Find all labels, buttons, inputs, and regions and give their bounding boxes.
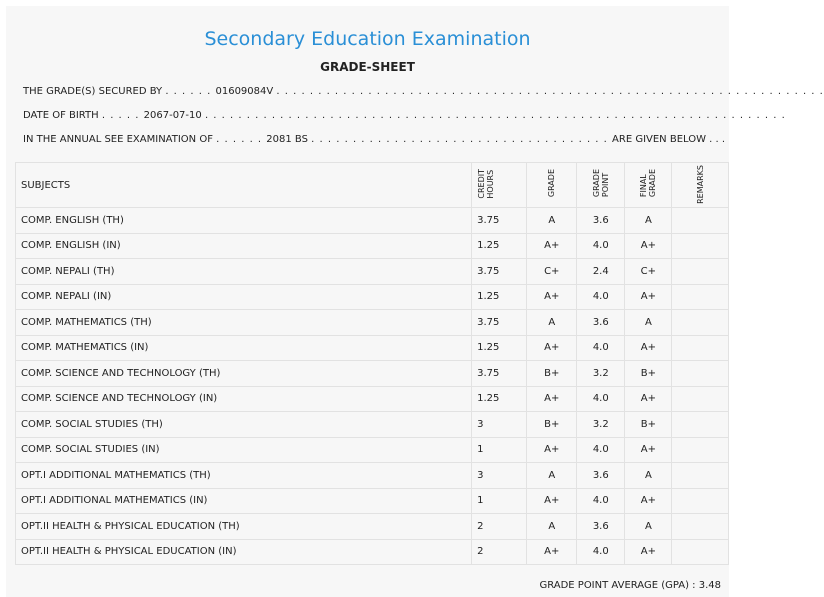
remarks-cell bbox=[672, 233, 729, 259]
header-grade bbox=[527, 163, 577, 208]
credit-hours-cell: 3.75 bbox=[472, 259, 527, 285]
header-text: GRADE bbox=[591, 169, 601, 198]
sheet-title: GRADE-SHEET bbox=[320, 60, 415, 74]
header-text: FINAL bbox=[639, 174, 649, 198]
subject-cell: COMP. NEPALI (IN) bbox=[16, 284, 472, 310]
subject-cell: OPT.I ADDITIONAL MATHEMATICS (IN) bbox=[16, 488, 472, 514]
table-row bbox=[16, 335, 729, 361]
grade-point-cell: 4.0 bbox=[577, 539, 625, 565]
subject-cell: COMP. ENGLISH (TH) bbox=[16, 208, 472, 234]
grade-cell: A+ bbox=[527, 437, 577, 463]
subject-cell: COMP. SOCIAL STUDIES (IN) bbox=[16, 437, 472, 463]
remarks-cell bbox=[672, 437, 729, 463]
table-row bbox=[16, 514, 729, 540]
grades-table bbox=[15, 162, 729, 565]
header-grade-point bbox=[577, 163, 625, 208]
final-grade-cell: A+ bbox=[625, 284, 672, 310]
remarks-cell bbox=[672, 488, 729, 514]
grade-cell: A bbox=[527, 310, 577, 336]
secured-by-line: THE GRADE(S) SECURED BY . . . . . . 01609084V . . . . . . . . . . . . . . . . . . . . . . . . . . . . . . . . . . . . . . . . . . . . . . . . . . . . . . . . . . . . . . . . . . bbox=[23, 86, 824, 97]
credit-hours-cell: 3 bbox=[472, 412, 527, 438]
header-subjects: SUBJECTS bbox=[16, 163, 472, 208]
header-text: CREDIT bbox=[477, 168, 487, 199]
final-grade-cell: A bbox=[625, 463, 672, 489]
grade-point-cell: 4.0 bbox=[577, 284, 625, 310]
grade-cell: A+ bbox=[527, 488, 577, 514]
final-grade-cell: A bbox=[625, 514, 672, 540]
exam-label: IN THE ANNUAL SEE EXAMINATION OF bbox=[23, 134, 213, 145]
header-remarks bbox=[672, 163, 729, 208]
table-row bbox=[16, 539, 729, 565]
subject-cell: OPT.I ADDITIONAL MATHEMATICS (TH) bbox=[16, 463, 472, 489]
grade-cell: A bbox=[527, 208, 577, 234]
exam-title: Secondary Education Examination bbox=[204, 28, 531, 50]
header-final-grade bbox=[625, 163, 672, 208]
table-header-row bbox=[16, 163, 729, 208]
remarks-cell bbox=[672, 335, 729, 361]
final-grade-cell: C+ bbox=[625, 259, 672, 285]
credit-hours-cell: 1 bbox=[472, 488, 527, 514]
grade-cell: A+ bbox=[527, 284, 577, 310]
remarks-cell bbox=[672, 463, 729, 489]
final-grade-cell: A+ bbox=[625, 488, 672, 514]
header-text: GRADE bbox=[547, 169, 557, 198]
grade-point-cell: 3.6 bbox=[577, 463, 625, 489]
subject-cell: COMP. SOCIAL STUDIES (TH) bbox=[16, 412, 472, 438]
final-grade-cell: A+ bbox=[625, 539, 672, 565]
grade-cell: A+ bbox=[527, 386, 577, 412]
final-grade-cell: A+ bbox=[625, 233, 672, 259]
table-row bbox=[16, 233, 729, 259]
table-row bbox=[16, 437, 729, 463]
grade-cell: C+ bbox=[527, 259, 577, 285]
symbol-number: 01609084V bbox=[215, 86, 274, 97]
credit-hours-cell: 3.75 bbox=[472, 310, 527, 336]
header-text: REMARKS bbox=[695, 165, 705, 204]
subject-cell: COMP. SCIENCE AND TECHNOLOGY (IN) bbox=[16, 386, 472, 412]
final-grade-cell: B+ bbox=[625, 361, 672, 387]
remarks-cell bbox=[672, 514, 729, 540]
gpa-label: GRADE POINT AVERAGE (GPA) : bbox=[539, 580, 696, 591]
subject-cell: COMP. ENGLISH (IN) bbox=[16, 233, 472, 259]
grade-point-cell: 2.4 bbox=[577, 259, 625, 285]
credit-hours-cell: 3 bbox=[472, 463, 527, 489]
header-text: GRADE bbox=[648, 169, 658, 198]
given-below-text: ARE GIVEN BELOW . . . bbox=[612, 134, 726, 145]
header-text: HOURS bbox=[486, 169, 496, 199]
dob-value: 2067-07-10 bbox=[143, 110, 202, 121]
secured-by-label: THE GRADE(S) SECURED BY bbox=[23, 86, 163, 97]
grade-point-cell: 4.0 bbox=[577, 233, 625, 259]
table-row bbox=[16, 259, 729, 285]
subject-cell: OPT.II HEALTH & PHYSICAL EDUCATION (TH) bbox=[16, 514, 472, 540]
table-row bbox=[16, 386, 729, 412]
header-credit-hours bbox=[472, 163, 527, 208]
credit-hours-cell: 3.75 bbox=[472, 361, 527, 387]
gpa-summary bbox=[539, 580, 721, 591]
table-row bbox=[16, 208, 729, 234]
remarks-cell bbox=[672, 310, 729, 336]
grade-cell: A bbox=[527, 463, 577, 489]
grade-sheet bbox=[6, 6, 824, 597]
grade-point-cell: 4.0 bbox=[577, 488, 625, 514]
subject-cell: COMP. NEPALI (TH) bbox=[16, 259, 472, 285]
final-grade-cell: A+ bbox=[625, 386, 672, 412]
final-grade-cell: A+ bbox=[625, 437, 672, 463]
grade-point-cell: 3.6 bbox=[577, 208, 625, 234]
grade-cell: A+ bbox=[527, 233, 577, 259]
grade-point-cell: 3.2 bbox=[577, 412, 625, 438]
grade-cell: A+ bbox=[527, 335, 577, 361]
grade-point-cell: 3.6 bbox=[577, 310, 625, 336]
remarks-cell bbox=[672, 259, 729, 285]
subject-cell: OPT.II HEALTH & PHYSICAL EDUCATION (IN) bbox=[16, 539, 472, 565]
exam-year: 2081 BS bbox=[266, 134, 308, 145]
table-row bbox=[16, 310, 729, 336]
remarks-cell bbox=[672, 361, 729, 387]
subject-cell: COMP. SCIENCE AND TECHNOLOGY (TH) bbox=[16, 361, 472, 387]
credit-hours-cell: 2 bbox=[472, 514, 527, 540]
credit-hours-cell: 1.25 bbox=[472, 233, 527, 259]
grade-cell: B+ bbox=[527, 412, 577, 438]
dob-label: DATE OF BIRTH bbox=[23, 110, 99, 121]
table-row bbox=[16, 412, 729, 438]
grade-point-cell: 4.0 bbox=[577, 386, 625, 412]
credit-hours-cell: 1 bbox=[472, 437, 527, 463]
credit-hours-cell: 1.25 bbox=[472, 284, 527, 310]
table-row bbox=[16, 284, 729, 310]
table-row bbox=[16, 463, 729, 489]
final-grade-cell: A bbox=[625, 310, 672, 336]
credit-hours-cell: 2 bbox=[472, 539, 527, 565]
grade-cell: A bbox=[527, 514, 577, 540]
grade-point-cell: 3.2 bbox=[577, 361, 625, 387]
header-text: POINT bbox=[600, 173, 610, 198]
credit-hours-cell: 1.25 bbox=[472, 335, 527, 361]
grade-point-cell: 3.6 bbox=[577, 514, 625, 540]
credit-hours-cell: 1.25 bbox=[472, 386, 527, 412]
grade-point-cell: 4.0 bbox=[577, 437, 625, 463]
remarks-cell bbox=[672, 539, 729, 565]
grade-cell: B+ bbox=[527, 361, 577, 387]
remarks-cell bbox=[672, 412, 729, 438]
remarks-cell bbox=[672, 208, 729, 234]
exam-line: IN THE ANNUAL SEE EXAMINATION OF . . . . . . 2081 BS . . . . . . . . . . . . . . . . . . . . . . . . . . . . . . . . . . . . ARE GIVEN BELOW . . . bbox=[23, 134, 726, 145]
subject-cell: COMP. MATHEMATICS (TH) bbox=[16, 310, 472, 336]
gpa-value: 3.48 bbox=[698, 580, 721, 591]
subject-cell: COMP. MATHEMATICS (IN) bbox=[16, 335, 472, 361]
final-grade-cell: B+ bbox=[625, 412, 672, 438]
grade-cell: A+ bbox=[527, 539, 577, 565]
table-row bbox=[16, 361, 729, 387]
remarks-cell bbox=[672, 386, 729, 412]
dob-line: DATE OF BIRTH . . . . . 2067-07-10 . . . . . . . . . . . . . . . . . . . . . . . . . . . . . . . . . . . . . . . . . . . . . . . . . . . . . . . . . . . . . . . . . . . . . . bbox=[23, 110, 786, 121]
remarks-cell bbox=[672, 284, 729, 310]
final-grade-cell: A bbox=[625, 208, 672, 234]
grade-point-cell: 4.0 bbox=[577, 335, 625, 361]
table-row bbox=[16, 488, 729, 514]
final-grade-cell: A+ bbox=[625, 335, 672, 361]
credit-hours-cell: 3.75 bbox=[472, 208, 527, 234]
